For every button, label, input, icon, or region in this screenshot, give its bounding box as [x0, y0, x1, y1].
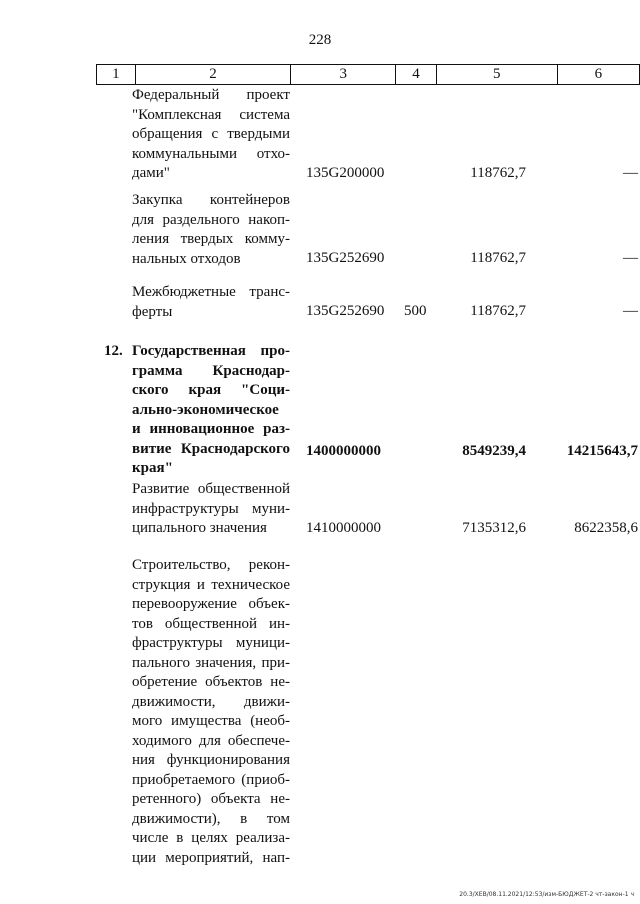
name-line: Развитие общественной	[132, 481, 290, 497]
name-line: витие Краснодарского	[132, 440, 290, 457]
name-line: числе в целях реализа-	[132, 830, 290, 846]
row-sum-col5: 8549239,4	[462, 443, 526, 459]
name-line: и инновационное раз-	[132, 421, 290, 437]
name-line: обретение объектов не-	[132, 674, 290, 690]
col-header-4: 4	[396, 65, 437, 85]
name-line: ципального значения	[132, 520, 267, 536]
row-name	[132, 86, 290, 184]
row-code: 135G252690	[306, 250, 385, 266]
name-line: ления твердых комму-	[132, 231, 290, 247]
name-line: инфраструктуры муни-	[132, 500, 290, 517]
row-code: 135G200000	[306, 165, 385, 181]
row-code: 135G252690	[306, 303, 385, 319]
name-line: "Комплексная система	[132, 106, 290, 123]
row-expense-type: 500	[404, 303, 427, 319]
col-header-2: 2	[135, 65, 291, 85]
name-line: ции мероприятий, нап-	[132, 849, 290, 866]
col-header-6: 6	[557, 65, 639, 85]
name-line: Строительство, рекон-	[132, 557, 290, 573]
name-line: ально-экономическое	[132, 401, 279, 418]
page-number: 228	[308, 32, 332, 48]
row-sum-col6: —	[623, 250, 638, 266]
name-line: мого имущества (необ-	[132, 713, 290, 729]
name-line: коммунальными отхо-	[132, 145, 290, 162]
column-number-header	[96, 64, 640, 85]
row-name	[132, 556, 290, 868]
name-line: движимости), в том	[132, 810, 290, 827]
name-line: Федеральный проект	[132, 87, 290, 103]
name-line: Закупка контейнеров	[132, 192, 290, 208]
row-code: 1400000000	[306, 443, 381, 459]
name-line: приобретаемого (приоб-	[132, 771, 290, 788]
row-name	[132, 283, 290, 322]
name-line: движимости, движи-	[132, 693, 290, 710]
name-line: для раздельного накоп-	[132, 211, 290, 228]
name-line: нальных отходов	[132, 250, 241, 267]
row-sum-col5: 7135312,6	[462, 520, 526, 536]
name-line: края"	[132, 460, 173, 476]
row-sum-col6: 14215643,7	[566, 443, 638, 459]
col-header-1: 1	[97, 65, 136, 85]
col-header-3: 3	[291, 65, 396, 85]
row-sum-col6: 8622358,6	[574, 520, 638, 536]
name-line: пального значения, при-	[132, 654, 290, 671]
name-line: ферты	[132, 303, 173, 320]
row-name	[132, 191, 290, 269]
name-line: ходимого для обеспече-	[132, 732, 290, 749]
name-line: Межбюджетные транс-	[132, 284, 290, 300]
document-footer: 20.3/ХЕВ/08.11.2021/12:53/изм-БЮДЖЕТ-2 чт-закон-1 ч	[459, 891, 634, 898]
row-code: 1410000000	[306, 520, 381, 536]
row-sum-col6: —	[623, 165, 638, 181]
name-line: ретенного) объекта не-	[132, 791, 290, 807]
row-sum-col5: 118762,7	[470, 250, 526, 266]
name-line: ния функционирования	[132, 752, 290, 768]
name-line: тов общественной ин-	[132, 615, 290, 632]
row-sum-col5: 118762,7	[470, 165, 526, 181]
name-line: фраструктуры муници-	[132, 635, 290, 651]
name-line: Государственная про-	[132, 343, 290, 359]
row-name	[132, 342, 290, 479]
row-sum-col6: —	[623, 303, 638, 319]
name-line: дами"	[132, 165, 170, 181]
col-header-5: 5	[436, 65, 557, 85]
row-sum-col5: 118762,7	[470, 303, 526, 319]
name-line: грамма Краснодар-	[132, 362, 290, 379]
name-line: ского края "Соци-	[132, 382, 290, 398]
name-line: струкция и техническое	[132, 576, 290, 593]
name-line: перевооружение объек-	[132, 596, 290, 612]
name-line: обращения с твердыми	[132, 126, 290, 142]
row-number: 12.	[104, 343, 123, 359]
row-name	[132, 480, 290, 539]
